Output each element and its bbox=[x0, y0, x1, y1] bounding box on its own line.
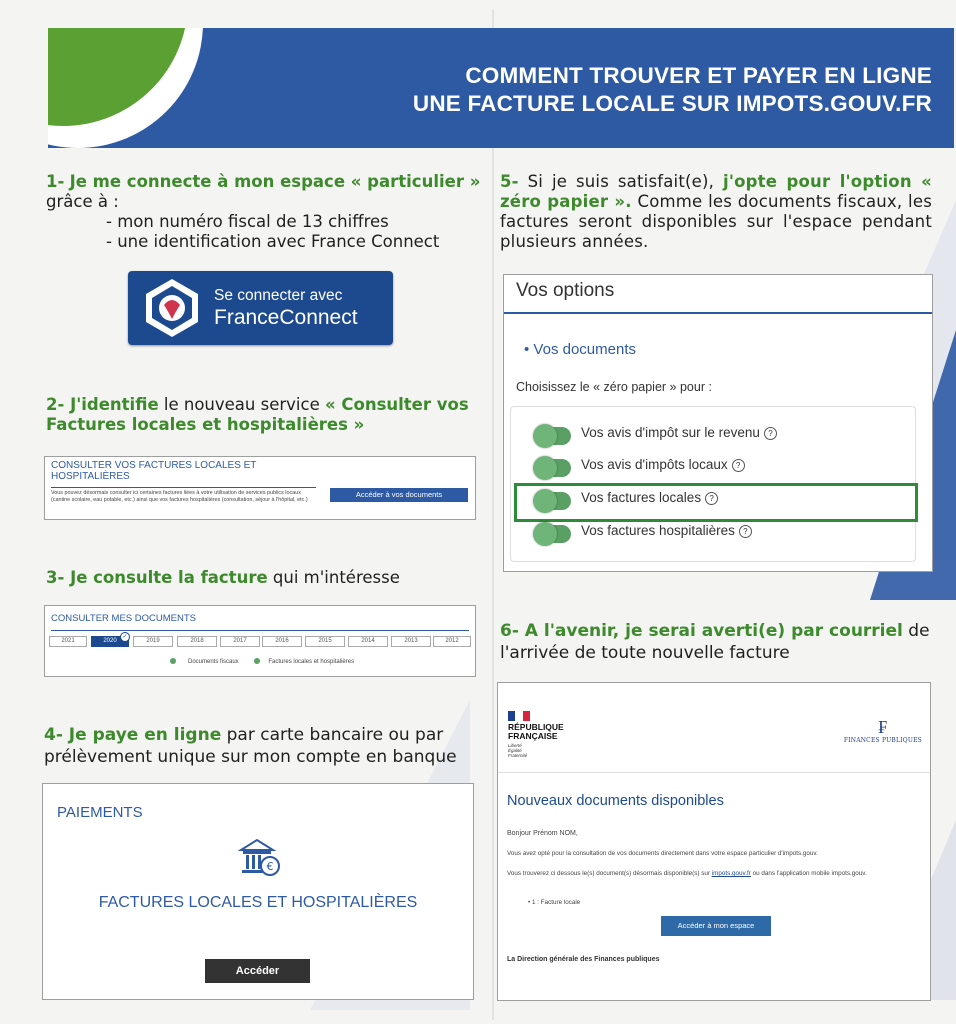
help-icon[interactable]: ? bbox=[705, 492, 718, 505]
year-tab[interactable]: 2013 bbox=[391, 636, 431, 647]
mail-item: • 1 : Facture locale bbox=[528, 899, 581, 906]
header-banner bbox=[48, 28, 954, 148]
access-documents-button[interactable]: Accéder à vos documents bbox=[330, 488, 468, 502]
option-label: Vos avis d'impôts locaux ? bbox=[581, 457, 745, 472]
toggle-switch[interactable] bbox=[537, 459, 571, 477]
year-tab[interactable]: 2015 bbox=[305, 636, 345, 647]
step-2: 2- J'identifie le nouveau service « Consulter vos Factures locales et hospitalières » bbox=[46, 395, 469, 434]
flag-icon bbox=[508, 711, 530, 721]
option-label: Vos avis d'impôt sur le revenu ? bbox=[581, 425, 777, 440]
step-1-list bbox=[106, 212, 486, 252]
help-icon[interactable]: ? bbox=[732, 459, 745, 472]
panel-title: PAIEMENTS bbox=[57, 804, 143, 821]
year-tab[interactable]: 2019 bbox=[133, 636, 173, 647]
year-tab[interactable]: 2016 bbox=[262, 636, 302, 647]
mail-greeting: Bonjour Prénom NOM, bbox=[507, 830, 578, 837]
year-tab-selected[interactable]: 2020 bbox=[91, 636, 129, 647]
panel-title: CONSULTER MES DOCUMENTS bbox=[51, 613, 196, 624]
impots-link[interactable]: impots.gouv.fr bbox=[711, 870, 751, 877]
mail-title: Nouveaux documents disponibles bbox=[507, 793, 724, 809]
franceconnect-button[interactable]: Se connecter avec FranceConnect bbox=[128, 271, 393, 345]
access-space-button[interactable]: Accéder à mon espace bbox=[661, 916, 771, 936]
toggle-switch[interactable] bbox=[537, 427, 571, 445]
year-tab[interactable]: 2012 bbox=[433, 636, 471, 647]
step-1: 1- Je me connecte à mon espace « particulier » grâce à : - mon numéro fiscal de 13 chiffres - une identification avec France Connect bbox=[46, 172, 486, 252]
toggle-switch[interactable] bbox=[537, 525, 571, 543]
option-label: Vos factures locales ? bbox=[581, 490, 718, 505]
year-tab[interactable]: 2018 bbox=[177, 636, 217, 647]
franceconnect-logo-icon bbox=[142, 277, 202, 339]
year-tab[interactable]: 2014 bbox=[348, 636, 388, 647]
divider bbox=[498, 772, 930, 773]
toggle-switch[interactable] bbox=[537, 492, 571, 510]
list-item: - une identification avec France Connect bbox=[106, 232, 486, 252]
acceder-button[interactable]: Accéder bbox=[205, 959, 310, 983]
divider bbox=[51, 487, 316, 488]
step-5: 5- Si je suis satisfait(e), j'opte pour l'option « zéro papier ». Comme les documents fiscaux, les factures seront disponibles sur l'espace pendant plusieurs années. bbox=[500, 172, 933, 251]
panel-text: Vous pouvez désormais consulter ici certaines factures liées à votre utilisation de services publics locaux (cantine scolaire, eau potable, etc.) ainsi que vos factures hospitalières (consultation, séjour à l'hôpital, etc.) bbox=[51, 490, 308, 503]
list-item: - mon numéro fiscal de 13 chiffres bbox=[106, 212, 486, 232]
mail-signature: La Direction générale des Finances publiques bbox=[507, 956, 660, 963]
notification-badge-icon: ✓ bbox=[120, 632, 130, 642]
divider bbox=[51, 630, 469, 631]
republique-francaise-logo: RÉPUBLIQUE FRANÇAISE Liberté Égalité Fraternité bbox=[508, 711, 564, 758]
help-icon[interactable]: ? bbox=[739, 525, 752, 538]
finances-publiques-logo: ₣ FINANCES PUBLIQUES bbox=[843, 717, 922, 744]
panel-subtitle: FACTURES LOCALES ET HOSPITALIÈRES bbox=[98, 894, 418, 911]
choose-label: Choisissez le « zéro papier » pour : bbox=[516, 380, 712, 394]
option-label: Vos factures hospitalières ? bbox=[581, 523, 752, 538]
year-tab[interactable]: 2017 bbox=[220, 636, 260, 647]
step-6: 6- A l'avenir, je serai averti(e) par courriel de l'arrivée de toute nouvelle facture bbox=[500, 621, 930, 663]
legend-fiscaux-icon bbox=[170, 658, 176, 664]
email-panel bbox=[497, 682, 931, 1001]
fp-icon: ₣ bbox=[878, 717, 888, 738]
mail-line2: Vous trouverez ci dessous le(s) document(s) désormais disponible(s) sur impots.gouv.fr ou dans l'application mobile impots.gouv. bbox=[507, 870, 867, 877]
step-4: 4- Je paye en ligne par carte bancaire ou par prélèvement unique sur mon compte en banque bbox=[44, 725, 457, 767]
step-3: 3- Je consulte la facture qui m'intéresse bbox=[46, 568, 400, 587]
legend: Documents fiscaux Factures locales et hospitalières bbox=[170, 658, 354, 665]
consulter-factures-panel bbox=[44, 456, 476, 520]
help-icon[interactable]: ? bbox=[764, 427, 777, 440]
building-euro-icon bbox=[237, 836, 281, 880]
mail-line1: Vous avez opté pour la consultation de vos documents directement dans votre espace particulier d'impots.gouv. bbox=[507, 850, 818, 857]
page-fold bbox=[492, 10, 494, 1020]
legend-factures-icon bbox=[254, 658, 260, 664]
svg-text:€: € bbox=[266, 860, 274, 873]
section-vos-documents: • Vos documents bbox=[524, 341, 636, 358]
panel-title: CONSULTER VOS FACTURES LOCALES ET HOSPITALIÈRES bbox=[51, 460, 257, 482]
year-tab[interactable]: 2021 bbox=[49, 636, 87, 647]
panel-title: Vos options bbox=[516, 280, 615, 301]
page-title: COMMENT TROUVER ET PAYER EN LIGNE UNE FACTURE LOCALE SUR IMPOTS.GOUV.FR bbox=[412, 63, 932, 116]
paiements-panel bbox=[42, 783, 474, 1000]
divider bbox=[504, 312, 932, 314]
